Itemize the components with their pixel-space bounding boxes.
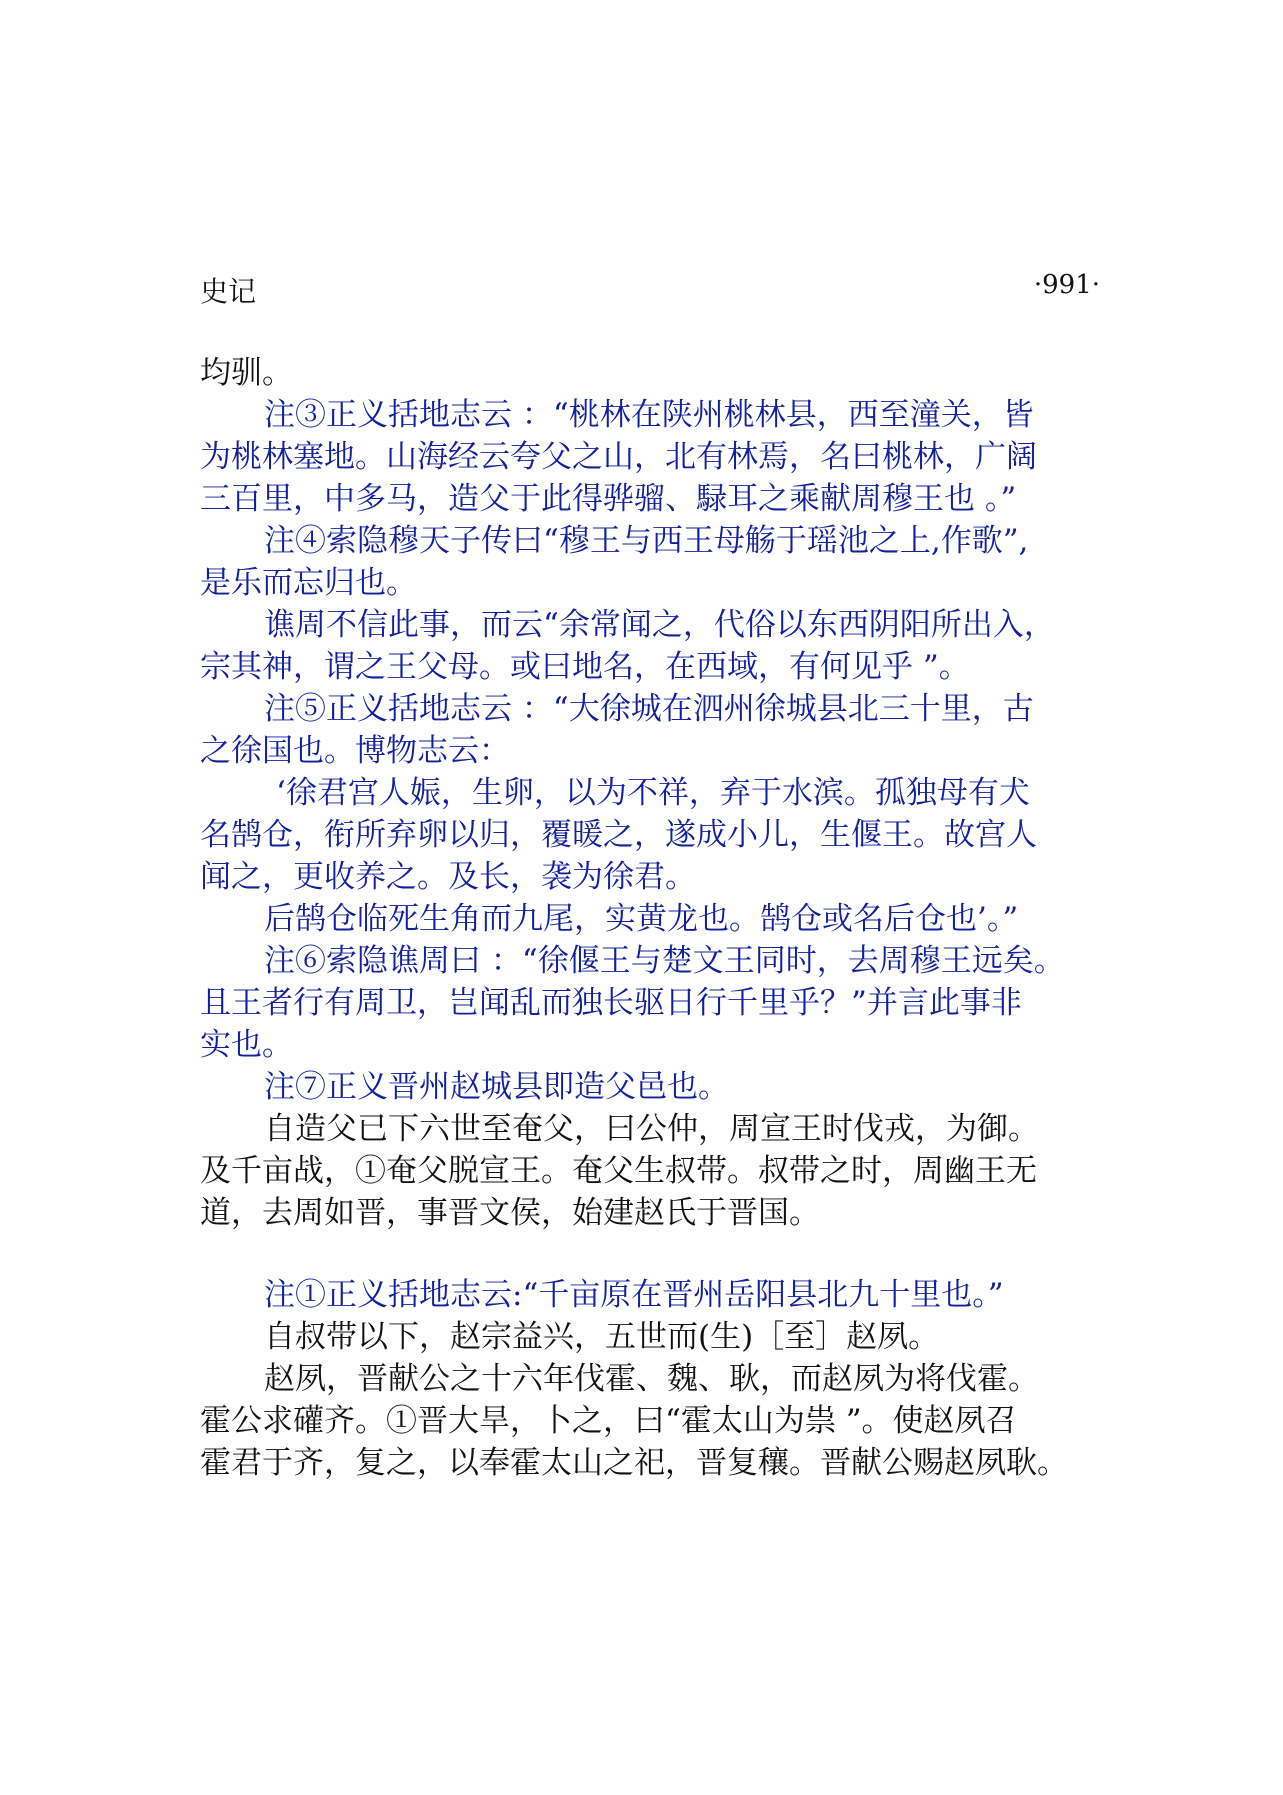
page-header bbox=[200, 270, 1100, 310]
text-line: 霍公求礶齐。①晋大旱，卜之，曰“霍太山为祟 ”。使赵夙召 bbox=[200, 1403, 1017, 1439]
annotation-line: 注⑦正义晋州赵城县即造父邑也。 bbox=[264, 1069, 729, 1105]
annotation-line: 实也。 bbox=[200, 1027, 293, 1063]
annotation-line: 注⑥索隐谯周曰 ：“徐偃王与楚文王同时，去周穆王远矣。 bbox=[264, 943, 1065, 979]
page-number: ·991· bbox=[1033, 270, 1100, 300]
annotation-line: 为桃林塞地。山海经云夸父之山，北有林焉，名曰桃林，广阔 bbox=[200, 439, 1037, 475]
annotation-line: 后鹄仓临死生角而九尾，实黄龙也。鹄仓或名后仓也’。” bbox=[264, 901, 1019, 937]
annotation-line: 注③正义括地志云 ：“桃林在陕州桃林县，西至潼关，皆 bbox=[264, 397, 1034, 433]
text-line: 均驯。 bbox=[200, 355, 293, 391]
text-line: 自造父已下六世至奄父，曰公仲，周宣王时伐戎，为御。 bbox=[264, 1111, 1039, 1147]
text-body bbox=[200, 352, 1110, 1484]
text-line: 及千亩战，①奄父脱宣王。奄父生叔带。叔带之时，周幽王无 bbox=[200, 1153, 1037, 1189]
annotation-line: 名鹄仓，衔所弃卵以归，覆暖之，遂成小儿，生偃王。故宫人 bbox=[200, 817, 1037, 853]
text-line: 道，去周如晋，事晋文侯，始建赵氏于晋国。 bbox=[200, 1195, 820, 1231]
annotation-line: 闻之，更收养之。及长，袭为徐君。 bbox=[200, 859, 696, 895]
annotation-line: 谯周不信此事，而云“余常闻之，代俗以东西阴阳所出入， bbox=[264, 607, 1055, 643]
annotation-line: 是乐而忘归也。 bbox=[200, 565, 417, 601]
annotation-line: 注④索隐穆天子传曰“穆王与西王母觞于瑶池之上,作歌”, bbox=[264, 523, 1029, 559]
annotation-line: ‘徐君宫人娠，生卵，以为不祥，弃于水滨。孤独母有犬 bbox=[276, 775, 1030, 811]
annotation-line: 注①正义括地志云:“千亩原在晋州岳阳县北九十里也。” bbox=[264, 1277, 1004, 1313]
text-line: 赵夙，晋献公之十六年伐霍、魏、耿，而赵夙为将伐霍。 bbox=[264, 1361, 1039, 1397]
book-title: 史记 bbox=[200, 275, 257, 308]
annotation-line: 宗其神，谓之王父母。或曰地名，在西域，有何见乎 ”。 bbox=[200, 649, 970, 685]
annotation-line: 之徐国也。博物志云： bbox=[200, 733, 510, 769]
paragraph-gap bbox=[200, 1234, 1110, 1274]
annotation-line: 三百里，中多马，造父于此得骅骝、騄耳之乘献周穆王也 。” bbox=[200, 481, 1017, 517]
text-line: 自叔带以下，赵宗益兴，五世而(生)［至］赵夙。 bbox=[264, 1319, 940, 1355]
annotation-line: 注⑤正义括地志云 ：“大徐城在泗州徐城县北三十里，古 bbox=[264, 691, 1034, 727]
text-line: 霍君于齐，复之，以奉霍太山之祀，晋复穰。晋献公赐赵夙耿。 bbox=[200, 1445, 1068, 1481]
annotation-line: 且王者行有周卫，岂闻乱而独长驱日行千里乎？”并言此事非 bbox=[200, 985, 1022, 1021]
